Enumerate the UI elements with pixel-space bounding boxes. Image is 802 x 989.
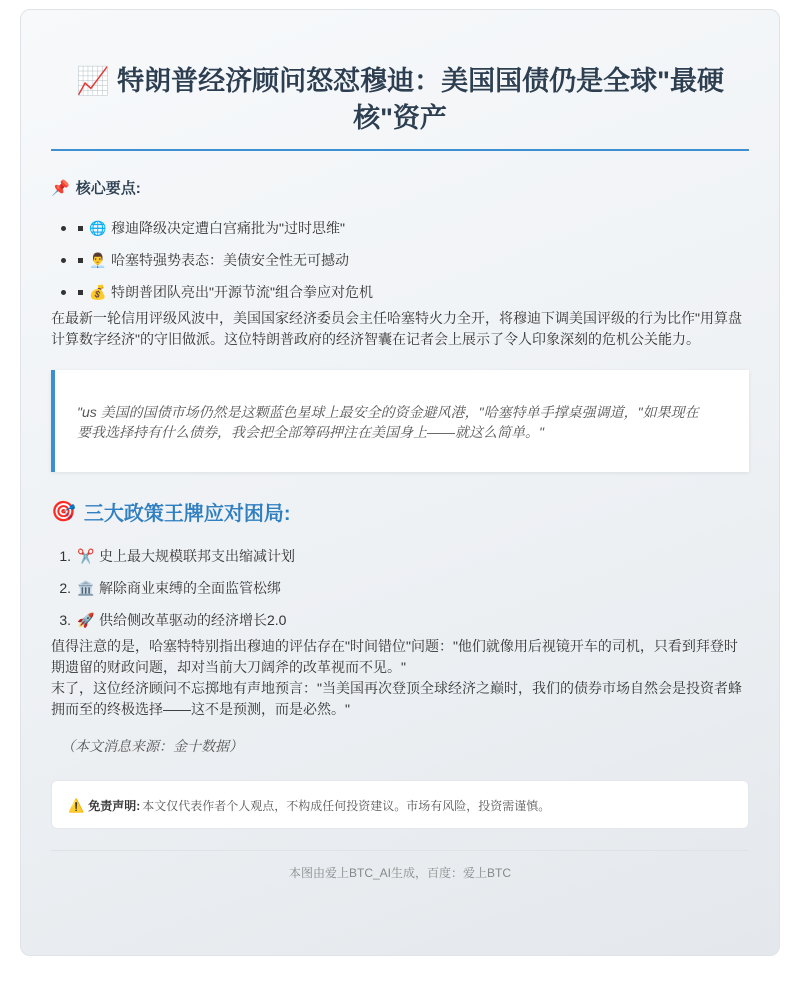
- disclaimer-label: 免责声明:: [88, 799, 141, 813]
- bullet-square-icon: [78, 226, 83, 231]
- list-item: [51, 276, 749, 308]
- policy-text: 史上最大规模联邦支出缩减计划: [99, 548, 295, 564]
- list-number: 3.: [59, 612, 71, 628]
- list-item: [51, 604, 749, 636]
- policy-text: 供给侧改革驱动的经济增长2.0: [99, 612, 287, 628]
- footer-credit: 本图由爱上BTC_AI生成，百度：爱上BTC: [288, 866, 511, 880]
- list-number: 2.: [59, 580, 71, 596]
- bullet-dot-icon: [61, 290, 66, 295]
- chart-increasing-icon: 📈: [76, 66, 110, 96]
- conclusion-paragraph: 末了，这位经济顾问不忘掷地有声地预言："当美国再次登顶全球经济之巅时，我们的债券市场自然会是投资者蜂拥而至的终极选择——这不是预测，而是必然。": [51, 680, 742, 717]
- businessman-icon: 👨‍💼: [89, 251, 107, 268]
- warning-icon: ⚠️: [68, 797, 85, 813]
- policies-heading-text: 三大政策王牌应对困局:: [83, 503, 291, 525]
- keypoints-heading-text: 核心要点:: [75, 180, 141, 197]
- keypoints-heading: [51, 177, 749, 198]
- title-divider: [51, 149, 749, 151]
- quote-block: "us 美国的国债市场仍然是这颗蓝色星球上最安全的资金避风港，"哈塞特单手撑桌强调道，"如果现在要我选择持有什么债券，我会把全部筹码押注在美国身上——就这么简单。": [51, 370, 749, 472]
- keypoints-list: [51, 212, 749, 308]
- globe-icon: 🌐: [89, 219, 107, 236]
- classical-building-icon: 🏛️: [77, 579, 95, 596]
- article-card: [20, 9, 780, 956]
- title-text: 特朗普经济顾问怒怼穆迪：美国国债仍是全球"最硬核"资产: [117, 66, 724, 133]
- bullet-dot-icon: [61, 226, 66, 231]
- policies-heading: [51, 497, 749, 526]
- analysis-paragraph: 值得注意的是，哈塞特特别指出穆迪的评估存在"时间错位"问题："他们就像用后视镜开车的司机，只看到拜登时期遗留的财政问题，却对当前大刀阔斧的改革视而不见。": [51, 638, 738, 675]
- policies-list: [51, 540, 749, 636]
- scissors-icon: ✂️: [77, 547, 95, 564]
- list-item: [51, 540, 749, 572]
- footer-divider: [51, 850, 749, 851]
- money-bag-icon: 💰: [89, 283, 107, 300]
- pushpin-icon: 📌: [51, 179, 70, 197]
- keypoint-text: 穆迪降级决定遭白宫痛批为"过时思维": [111, 220, 345, 236]
- policy-text: 解除商业束缚的全面监管松绑: [99, 580, 281, 596]
- source-note: （本文消息来源：金十数据）: [61, 738, 243, 754]
- article-title: [51, 63, 749, 137]
- bullet-square-icon: [78, 290, 83, 295]
- disclaimer-text: 本文仅代表作者个人观点，不构成任何投资建议。市场有风险，投资需谨慎。: [142, 799, 551, 813]
- keypoint-text: 哈塞特强势表态：美债安全性无可撼动: [111, 252, 349, 268]
- disclaimer-box: [51, 780, 749, 829]
- list-item: [51, 244, 749, 276]
- list-item: [51, 212, 749, 244]
- rocket-icon: 🚀: [77, 611, 95, 628]
- bullet-dot-icon: [61, 258, 66, 263]
- target-icon: 🎯: [51, 501, 76, 523]
- list-item: [51, 572, 749, 604]
- bullet-square-icon: [78, 258, 83, 263]
- list-number: 1.: [59, 548, 71, 564]
- keypoint-text: 特朗普团队亮出"开源节流"组合拳应对危机: [111, 284, 373, 300]
- intro-paragraph: 在最新一轮信用评级风波中，美国国家经济委员会主任哈塞特火力全开，将穆迪下调美国评级的行为比作"用算盘计算数字经济"的守旧做派。这位特朗普政府的经济智囊在记者会上展示了令人印象深刻的危机公关能力。: [51, 310, 742, 347]
